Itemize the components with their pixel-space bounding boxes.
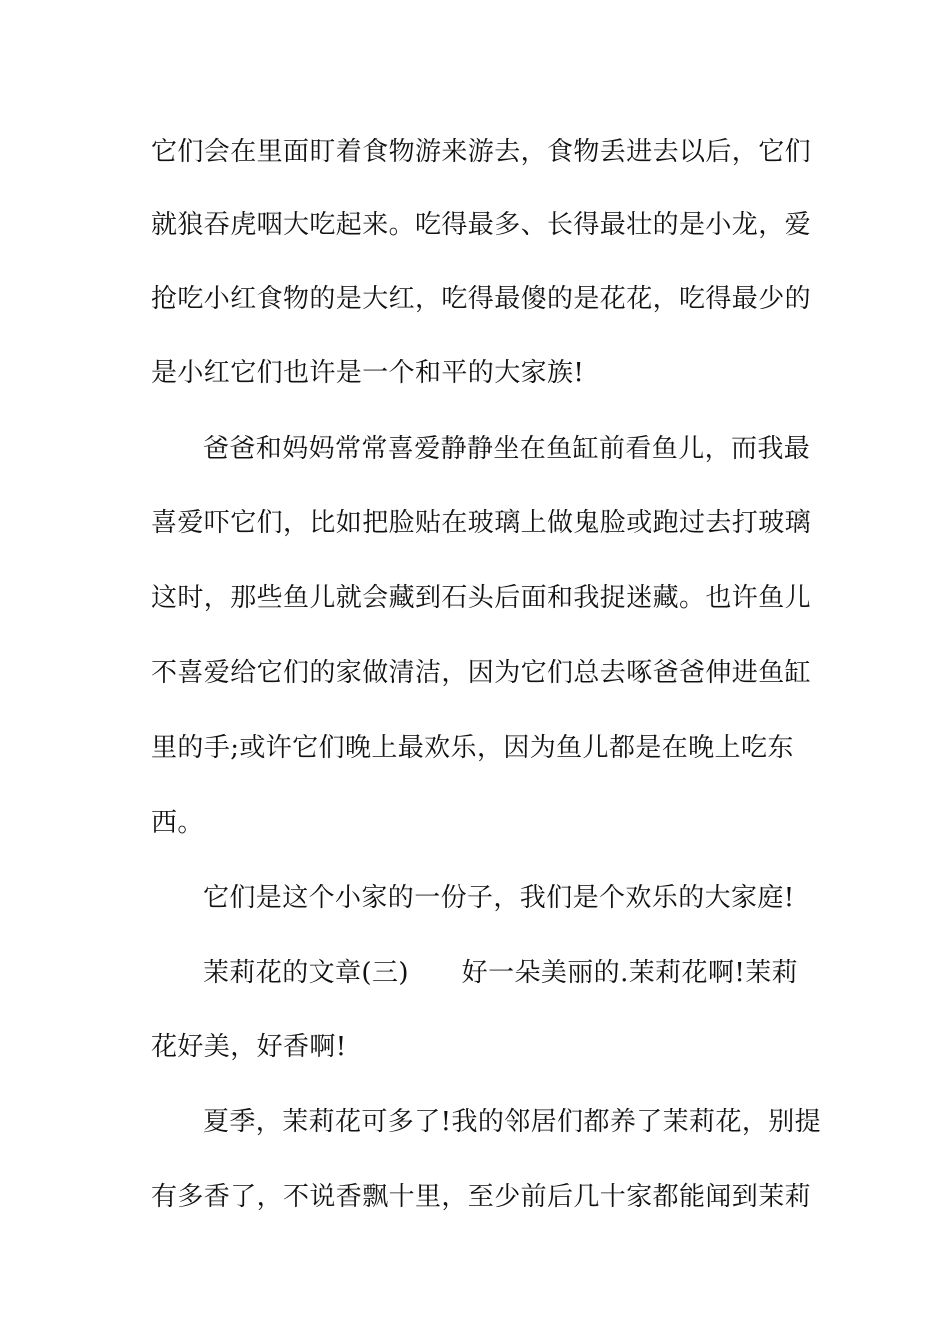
paragraph-start-line: 它们是这个小家的一份子，我们是个欢乐的大家庭! <box>203 883 795 913</box>
paragraph-start-line: 夏季，茉莉花可多了!我的邻居们都养了茉莉花，别提 <box>203 1107 822 1137</box>
text-line: 有多香了，不说香飘十里，至少前后几十家都能闻到茉莉 <box>151 1182 812 1212</box>
text-line: 就狼吞虎咽大吃起来。吃得最多、长得最壮的是小龙，爱 <box>151 210 812 240</box>
section-title-line: 茉莉花的文章(三) 好一朵美丽的.茉莉花啊!茉莉 <box>203 958 799 988</box>
text-line: 它们会在里面盯着食物游来游去，食物丢进去以后，它们 <box>151 137 812 167</box>
text-line: 这时，那些鱼儿就会藏到石头后面和我捉迷藏。也许鱼儿 <box>151 583 812 613</box>
paragraph-start-line: 爸爸和妈妈常常喜爱静静坐在鱼缸前看鱼儿，而我最 <box>203 434 811 464</box>
text-line: 西。 <box>151 808 204 838</box>
text-line: 是小红它们也许是一个和平的大家族! <box>151 358 585 388</box>
text-line: 不喜爱给它们的家做清洁，因为它们总去啄爸爸伸进鱼缸 <box>151 658 812 688</box>
text-line: 抢吃小红食物的是大红，吃得最傻的是花花，吃得最少的 <box>151 284 812 314</box>
text-line: 里的手;或许它们晚上最欢乐，因为鱼儿都是在晚上吃东 <box>151 733 794 763</box>
text-line: 花好美，好香啊! <box>151 1032 347 1062</box>
text-line: 喜爱吓它们，比如把脸贴在玻璃上做鬼脸或跑过去打玻璃 <box>151 508 812 538</box>
